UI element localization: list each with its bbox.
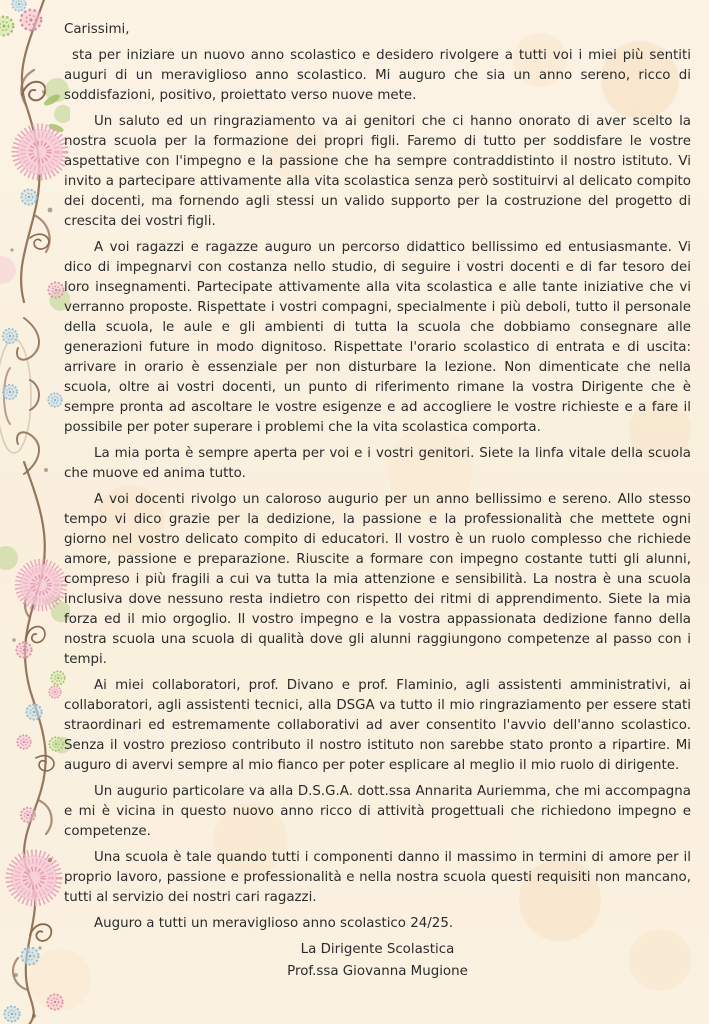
letter-paragraph: Auguro a tutti un meraviglioso anno scolastico 24/25.: [94, 916, 454, 931]
letter-paragraph: sta per iniziare un nuovo anno scolastico e desidero rivolgere a tutti voi i miei più sentiti auguri di un meraviglioso anno scolastico. Mi auguro che sia un anno sereno, ricco di soddisfazioni, positivo, proiettato verso nuove mete.: [64, 48, 691, 103]
pink-pompom-flower-icon: [15, 127, 65, 177]
salutation: Carissimi,: [64, 22, 130, 37]
letter-paragraph: La mia porta è sempre aperta per voi e i vostri genitori. Siete la linfa vitale della scuola che muove ed anima tutto.: [64, 446, 691, 481]
floral-border-decoration: [0, 0, 70, 1024]
letter-paragraph: A voi ragazzi e ragazze auguro un percorso didattico bellissimo ed entusiasmante. Vi dico di impegnarvi con costanza nello studio, di seguire i vostri docenti e di far tesoro dei loro insegnamenti. Partecipate attivamente alla vita scolastica e alle tante iniziative che vi verranno proposte. Rispettate i vostri compagni, specialmente i più deboli, tutto il personale della scuola, le aule e gli ambienti di tutta la scuola che dobbiamo consegnare alle generazioni future in modo dignitoso. Rispettate l'orario scolastico di entrata e di uscita: arrivare in orario è essenziale per non disturbare la lezione. Non dimenticate che nella scuola, oltre ai vostri docenti, un punto di riferimento rimane la vostra Dirigente che è sempre pronta ad ascoltare le vostre esigenze e ad accogliere le vostre richieste e a fare il possibile per poter superare i problemi che la vita scolastica comporta.: [64, 240, 691, 435]
green-flower-icon: [0, 16, 14, 36]
letter-body: [64, 20, 691, 982]
letter-paragraph: A voi docenti rivolgo un caloroso augurio per un anno bellissimo e sereno. Allo stesso tempo vi dico grazie per la dedizione, la passione e la professionalità che mettete ogni giorno nel vostro delicato compito di educatori. Il vostro è un ruolo complesso che richiede amore, passione e preparazione. Riuscite a formare con impegno costante tutti gli alunni, compreso i più fragili a cui va tutta la mia attenzione e sensibilità. La nostra è una scuola inclusiva dove nessuno resta indietro con rispetto dei ritmi di apprendimento. Siete la mia forza ed il mio orgoglio. Il vostro impegno e la vostra appassionata dedizione fanno della nostra scuola una scuola di qualità dove gli alunni raggiungono competenze al passo con i tempi.: [64, 492, 691, 667]
letter-paragraph: Una scuola è tale quando tutti i componenti danno il massimo in termini di amore per il proprio lavoro, passione e professionalità e nella nostra scuola questi requisiti non mancano, tutti al servizio dei nostri cari ragazzi.: [64, 850, 691, 905]
letter-paragraphs: [64, 46, 691, 934]
letter-paragraph: Ai miei collaboratori, prof. Divano e prof. Flaminio, agli assistenti amministrativi, ai collaboratori, agli assistenti tecnici, alla DSGA va tutto il mio ringraziamento per essere stati straordinari ed estremamente collaborativi ad aver consentito l'avvio dell'anno scolastico. Senza il vostro prezioso contributo il nostro istituto non sarebbe stato pronto a ripartire. Mi auguro di avervi sempre al mio fianco per poter esplicare al meglio il mio ruolo di dirigente.: [64, 678, 691, 773]
pink-flower-icon: [20, 9, 42, 31]
signature-role: La Dirigente Scolastica: [300, 942, 455, 957]
letter-paragraph: Un augurio particolare va alla D.S.G.A. dott.ssa Annarita Auriemma, che mi accompagna e mi è vicina in questo nuovo anno ricco di attività progettuali che richiedono impegno e competenze.: [64, 784, 691, 839]
blue-flower-icon: [12, 0, 26, 11]
letter-paragraph: Un saluto ed un ringraziamento va ai genitori che ci hanno onorato di aver scelto la nostra scuola per la formazione dei propri figli. Faremo di tutto per soddisfare le vostre aspettative con l'impegno e la passione che ha sempre contraddistinto il nostro istituto. Vi invito a partecipare attivamente alla vita scolastica senza però sostituirvi al delicato compito dei docenti, ma fornendo agli stessi un valido supporto per la costruzione del progetto di crescita dei vostri figli.: [64, 114, 691, 229]
signature-name: Prof.ssa Giovanna Mugione: [287, 964, 468, 979]
